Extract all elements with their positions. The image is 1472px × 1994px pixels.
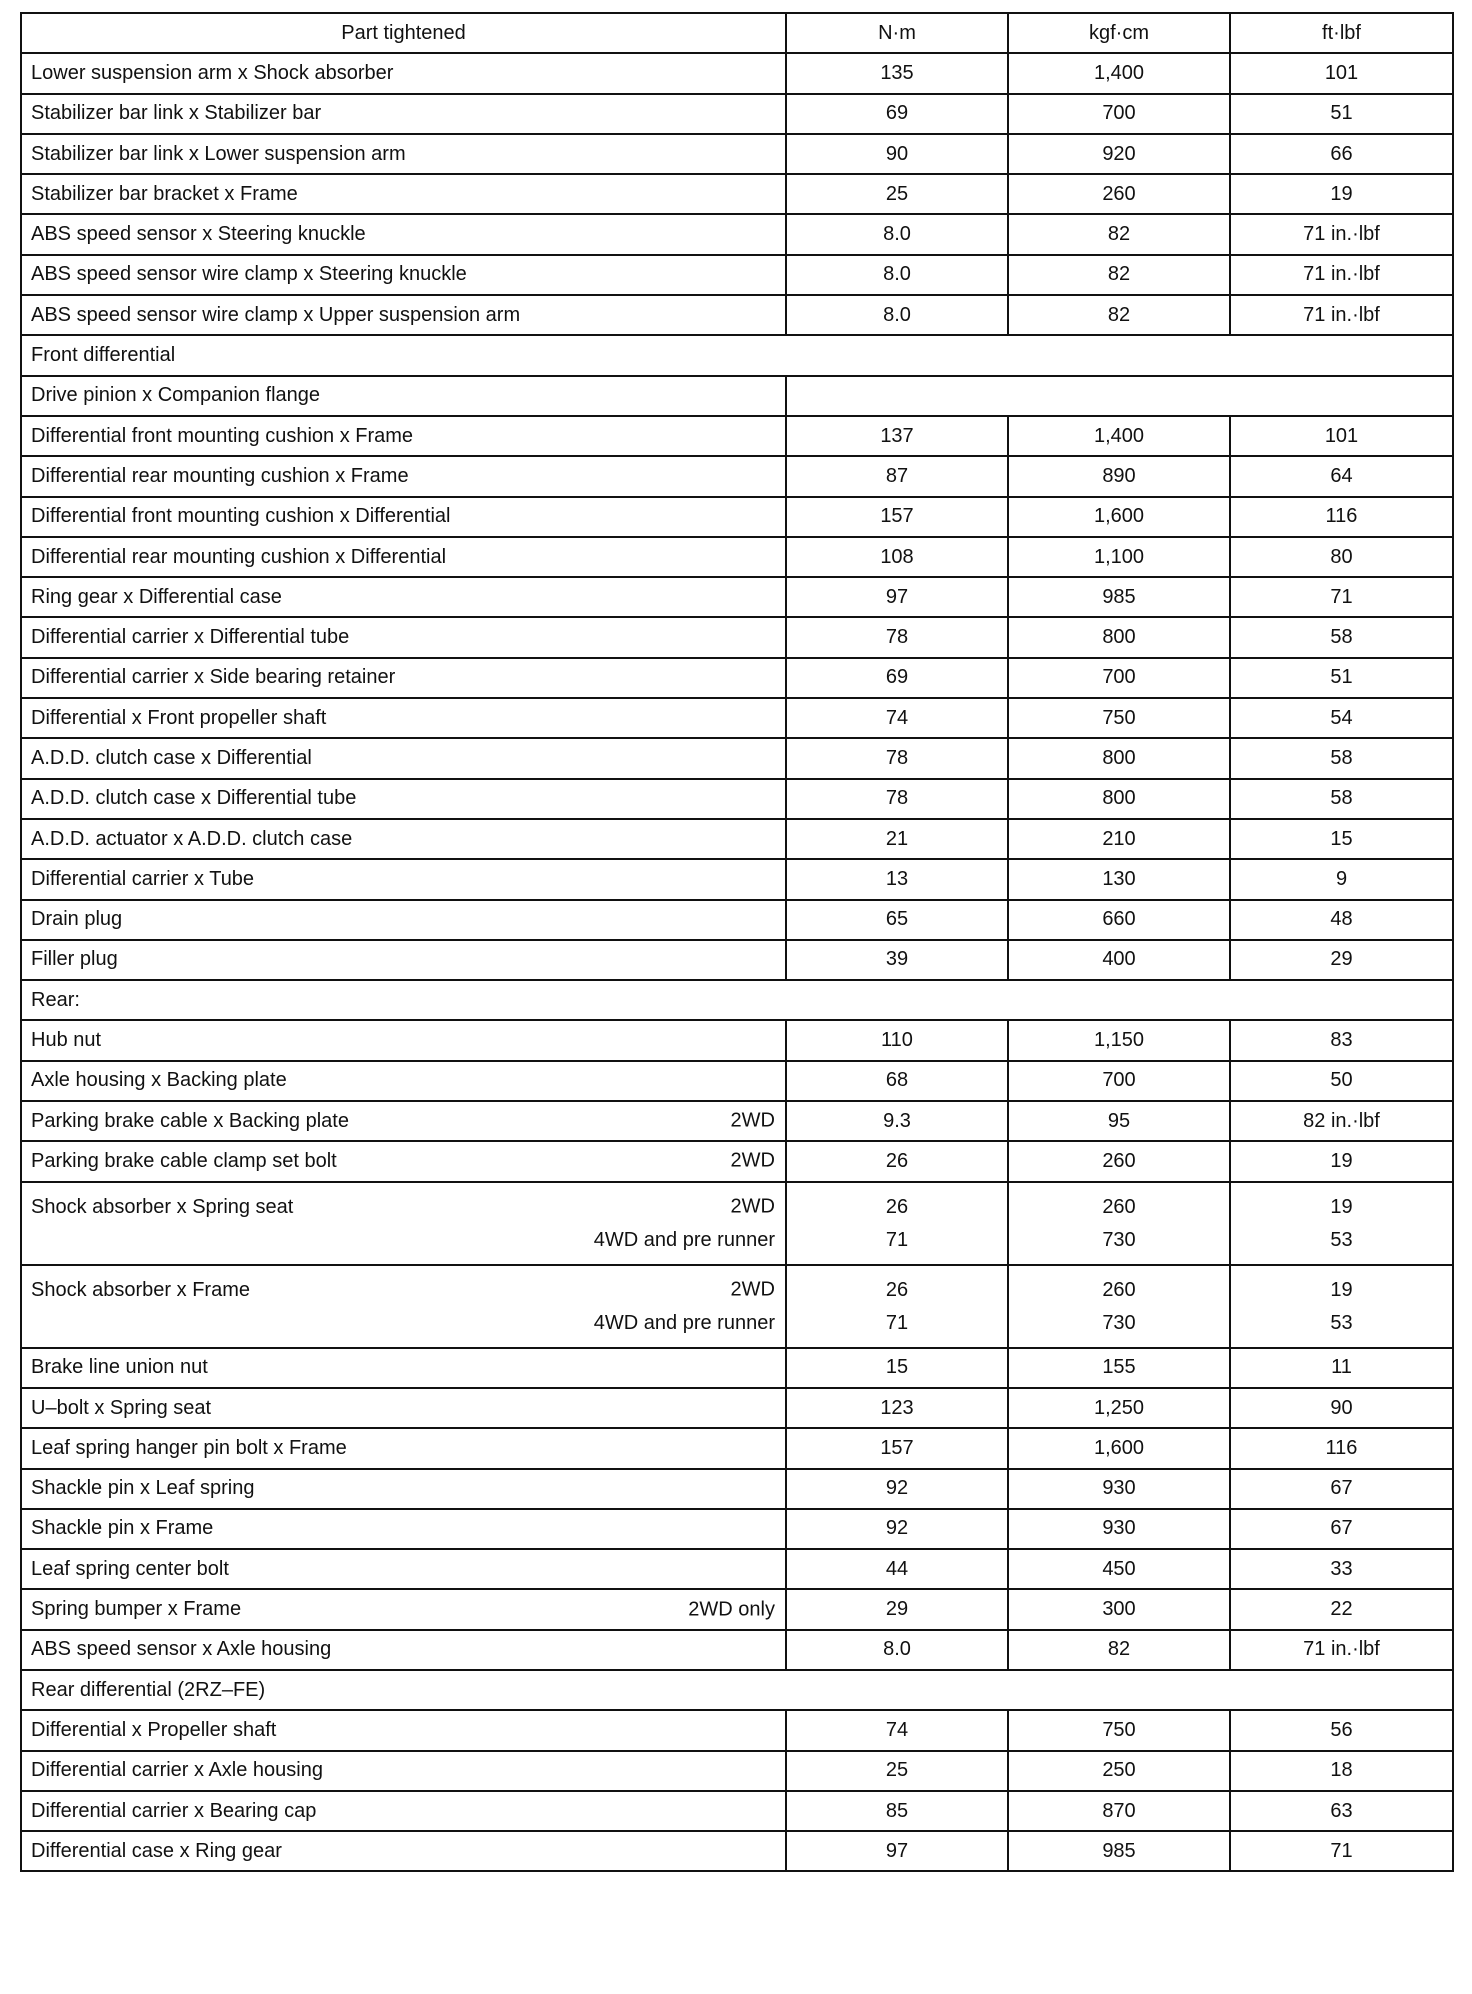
ft-lbf-value-2: 53 [1330, 1311, 1353, 1334]
part-cell [21, 1710, 786, 1750]
part-name: Leaf spring center bolt [31, 1557, 229, 1580]
part-name: Parking brake cable x Backing plate [31, 1109, 349, 1132]
nm-value: 25 [786, 1751, 1008, 1791]
part-cell [21, 416, 786, 456]
nm-value: 87 [786, 456, 1008, 496]
nm-value-2: 71 [885, 1228, 909, 1251]
ft-lbf-value-cell [1230, 1182, 1453, 1265]
part-cell [21, 859, 786, 899]
ft-lbf-value: 9 [1230, 859, 1453, 899]
kgf-cm-value: 750 [1008, 698, 1230, 738]
table-row [21, 1710, 1453, 1750]
part-name: A.D.D. clutch case x Differential tube [31, 787, 357, 810]
nm-value: 137 [786, 416, 1008, 456]
ft-lbf-value: 101 [1230, 53, 1453, 93]
part-name: Differential carrier x Bearing cap [31, 1799, 317, 1822]
table-row [21, 1061, 1453, 1101]
nm-value: 92 [786, 1469, 1008, 1509]
ft-lbf-value: 82 in.·lbf [1230, 1101, 1453, 1141]
nm-value: 15 [786, 1348, 1008, 1388]
table-row [21, 658, 1453, 698]
table-row [21, 1831, 1453, 1871]
variant-note-2: 4WD and pre runner [593, 1311, 775, 1334]
table-row [21, 1589, 1453, 1629]
nm-value-cell [786, 1265, 1008, 1348]
part-cell [21, 1141, 786, 1181]
kgf-cm-value: 82 [1008, 1630, 1230, 1670]
part-line [31, 1274, 775, 1307]
kgf-cm-value-cell [1008, 1182, 1230, 1265]
ft-lbf-value: 64 [1230, 456, 1453, 496]
table-row [21, 1141, 1453, 1181]
kgf-cm-value: 930 [1008, 1509, 1230, 1549]
part-cell [21, 134, 786, 174]
nm-value: 65 [786, 900, 1008, 940]
ft-lbf-value-2: 53 [1330, 1228, 1353, 1251]
nm-value: 9.3 [786, 1101, 1008, 1141]
table-row [21, 1388, 1453, 1428]
subsection-row [21, 376, 1453, 416]
part-name: Stabilizer bar link x Stabilizer bar [31, 102, 322, 125]
nm-value: 74 [786, 1710, 1008, 1750]
ft-lbf-value: 22 [1230, 1589, 1453, 1629]
ft-lbf-value-cell [1230, 1265, 1453, 1348]
part-name: Differential rear mounting cushion x Differential [31, 545, 447, 568]
kgf-cm-value: 700 [1008, 1061, 1230, 1101]
part-cell [21, 1589, 786, 1629]
part-cell [21, 1101, 786, 1141]
ft-lbf-value: 83 [1230, 1020, 1453, 1060]
section-row [21, 980, 1453, 1020]
part-name: Differential rear mounting cushion x Frame [31, 464, 409, 487]
variant-note: 2WD [730, 1195, 775, 1218]
table-row [21, 738, 1453, 778]
nm-value: 108 [786, 537, 1008, 577]
ft-lbf-value: 19 [1230, 1141, 1453, 1181]
header-kgf-cm: kgf·cm [1008, 13, 1230, 53]
kgf-cm-value: 300 [1008, 1589, 1230, 1629]
ft-lbf-value: 11 [1230, 1348, 1453, 1388]
ft-lbf-value: 101 [1230, 416, 1453, 456]
section-label: Front differential [21, 335, 1453, 375]
ft-lbf-value: 19 [1330, 1278, 1353, 1301]
empty-value-cell [786, 376, 1453, 416]
part-name: Stabilizer bar bracket x Frame [31, 182, 298, 205]
part-cell [21, 174, 786, 214]
ft-lbf-value: 116 [1230, 1428, 1453, 1468]
kgf-cm-value: 155 [1008, 1348, 1230, 1388]
nm-value: 69 [786, 94, 1008, 134]
part-cell [21, 577, 786, 617]
part-cell [21, 255, 786, 295]
ft-lbf-value: 29 [1230, 940, 1453, 980]
kgf-cm-value: 400 [1008, 940, 1230, 980]
part-name: Ring gear x Differential case [31, 585, 282, 608]
table-row [21, 53, 1453, 93]
part-cell [21, 900, 786, 940]
nm-value: 8.0 [786, 295, 1008, 335]
ft-lbf-value: 71 in.·lbf [1230, 295, 1453, 335]
kgf-cm-value: 130 [1008, 859, 1230, 899]
part-cell [21, 1549, 786, 1589]
part-cell [21, 1182, 786, 1265]
nm-value: 135 [786, 53, 1008, 93]
part-name: Differential x Propeller shaft [31, 1718, 277, 1741]
table-row [21, 456, 1453, 496]
part-name: Differential front mounting cushion x Differential [31, 505, 451, 528]
part-name: Differential front mounting cushion x Frame [31, 424, 414, 447]
table-row [21, 1020, 1453, 1060]
table-row [21, 1428, 1453, 1468]
table-row [21, 174, 1453, 214]
kgf-cm-value: 920 [1008, 134, 1230, 174]
ft-lbf-value: 51 [1230, 94, 1453, 134]
nm-value: 8.0 [786, 255, 1008, 295]
table-row [21, 577, 1453, 617]
ft-lbf-value: 71 in.·lbf [1230, 255, 1453, 295]
part-name: A.D.D. actuator x A.D.D. clutch case [31, 827, 353, 850]
part-name: Spring bumper x Frame [31, 1598, 242, 1621]
nm-value: 69 [786, 658, 1008, 698]
nm-value: 21 [786, 819, 1008, 859]
part-name: Filler plug [31, 948, 118, 971]
part-cell [21, 1388, 786, 1428]
variant-note: 2WD [730, 1278, 775, 1301]
nm-value: 110 [786, 1020, 1008, 1060]
nm-value: 74 [786, 698, 1008, 738]
ft-lbf-value: 90 [1230, 1388, 1453, 1428]
part-cell [21, 456, 786, 496]
kgf-cm-value: 985 [1008, 1831, 1230, 1871]
section-label: Rear differential (2RZ–FE) [21, 1670, 1453, 1710]
part-name: ABS speed sensor x Steering knuckle [31, 223, 366, 246]
part-cell [21, 497, 786, 537]
ft-lbf-value: 80 [1230, 537, 1453, 577]
table-row [21, 859, 1453, 899]
table-row [21, 214, 1453, 254]
table-row [21, 1549, 1453, 1589]
ft-lbf-value: 54 [1230, 698, 1453, 738]
part-name: ABS speed sensor x Axle housing [31, 1638, 332, 1661]
part-cell [21, 1061, 786, 1101]
table-row [21, 94, 1453, 134]
part-name: Hub nut [31, 1029, 102, 1052]
part-name: Stabilizer bar link x Lower suspension arm [31, 142, 406, 165]
kgf-cm-value: 660 [1008, 900, 1230, 940]
part-cell [21, 295, 786, 335]
nm-value: 123 [786, 1388, 1008, 1428]
kgf-cm-value: 1,100 [1008, 537, 1230, 577]
ft-lbf-value: 71 [1230, 1831, 1453, 1871]
table-row [21, 617, 1453, 657]
ft-lbf-value: 18 [1230, 1751, 1453, 1791]
part-name: Differential case x Ring gear [31, 1839, 282, 1862]
part-name: Brake line union nut [31, 1356, 208, 1379]
ft-lbf-value: 67 [1230, 1509, 1453, 1549]
part-cell [21, 53, 786, 93]
table-row [21, 255, 1453, 295]
kgf-cm-value: 260 [1008, 1141, 1230, 1181]
ft-lbf-value: 66 [1230, 134, 1453, 174]
nm-value: 78 [786, 779, 1008, 819]
table-row [21, 416, 1453, 456]
ft-lbf-value: 56 [1230, 1710, 1453, 1750]
part-cell [21, 1020, 786, 1060]
table-row [21, 134, 1453, 174]
kgf-cm-value: 1,150 [1008, 1020, 1230, 1060]
kgf-cm-value: 82 [1008, 295, 1230, 335]
part-name: Differential carrier x Side bearing retainer [31, 666, 396, 689]
part-cell [21, 1751, 786, 1791]
table-row [21, 1791, 1453, 1831]
nm-value: 157 [786, 1428, 1008, 1468]
kgf-cm-value: 1,600 [1008, 1428, 1230, 1468]
part-name: A.D.D. clutch case x Differential [31, 746, 312, 769]
kgf-cm-value: 870 [1008, 1791, 1230, 1831]
part-line [31, 1191, 775, 1224]
part-name: Axle housing x Backing plate [31, 1069, 287, 1092]
ft-lbf-value: 50 [1230, 1061, 1453, 1101]
kgf-cm-value: 260 [1008, 174, 1230, 214]
ft-lbf-value: 15 [1230, 819, 1453, 859]
kgf-cm-value: 700 [1008, 658, 1230, 698]
kgf-cm-value-cell [1008, 1265, 1230, 1348]
kgf-cm-value: 82 [1008, 255, 1230, 295]
nm-value: 13 [786, 859, 1008, 899]
nm-value: 8.0 [786, 214, 1008, 254]
kgf-cm-value: 800 [1008, 779, 1230, 819]
table-row [21, 779, 1453, 819]
variant-note: 2WD [730, 1109, 775, 1132]
kgf-cm-value: 930 [1008, 1469, 1230, 1509]
kgf-cm-value: 800 [1008, 617, 1230, 657]
nm-value: 78 [786, 738, 1008, 778]
table-body [21, 53, 1453, 1871]
nm-value: 26 [786, 1141, 1008, 1181]
part-cell [21, 1509, 786, 1549]
table-row [21, 1348, 1453, 1388]
part-name: Shock absorber x Spring seat [31, 1195, 294, 1218]
part-name: ABS speed sensor wire clamp x Upper suspension arm [31, 303, 521, 326]
kgf-cm-value: 260 [1102, 1278, 1136, 1301]
header-part-tightened: Part tightened [21, 13, 786, 53]
nm-value: 97 [786, 577, 1008, 617]
part-name: Shackle pin x Frame [31, 1517, 214, 1540]
part-name: Shock absorber x Frame [31, 1278, 250, 1301]
table-row [21, 497, 1453, 537]
part-cell [21, 738, 786, 778]
part-cell [21, 698, 786, 738]
nm-value: 92 [786, 1509, 1008, 1549]
table-row [21, 940, 1453, 980]
ft-lbf-value: 33 [1230, 1549, 1453, 1589]
kgf-cm-value: 1,400 [1008, 416, 1230, 456]
table-row [21, 1265, 1453, 1348]
nm-value-cell [786, 1182, 1008, 1265]
table-row [21, 1509, 1453, 1549]
variant-note: 2WD [730, 1149, 775, 1172]
table-row [21, 1101, 1453, 1141]
part-name: Differential carrier x Axle housing [31, 1759, 323, 1782]
nm-value: 26 [885, 1195, 909, 1218]
nm-value: 29 [786, 1589, 1008, 1629]
part-cell [21, 617, 786, 657]
table-row [21, 1182, 1453, 1265]
torque-spec-table [20, 12, 1454, 1872]
ft-lbf-value: 71 in.·lbf [1230, 214, 1453, 254]
header-row [21, 13, 1453, 53]
ft-lbf-value: 19 [1230, 174, 1453, 214]
ft-lbf-value: 116 [1230, 497, 1453, 537]
section-row [21, 335, 1453, 375]
table-row [21, 900, 1453, 940]
part-name: Differential x Front propeller shaft [31, 706, 327, 729]
nm-value: 97 [786, 1831, 1008, 1871]
part-cell [21, 1831, 786, 1871]
part-cell [21, 1630, 786, 1670]
ft-lbf-value: 71 [1230, 577, 1453, 617]
header-ft-lbf: ft·lbf [1230, 13, 1453, 53]
kgf-cm-value: 95 [1008, 1101, 1230, 1141]
nm-value: 68 [786, 1061, 1008, 1101]
kgf-cm-value: 800 [1008, 738, 1230, 778]
kgf-cm-value: 985 [1008, 577, 1230, 617]
nm-value-2: 71 [885, 1311, 909, 1334]
kgf-cm-value: 1,400 [1008, 53, 1230, 93]
part-cell [21, 94, 786, 134]
part-name: Parking brake cable clamp set bolt [31, 1149, 337, 1172]
nm-value: 78 [786, 617, 1008, 657]
variant-note: 2WD only [688, 1598, 775, 1621]
part-name: Differential carrier x Tube [31, 867, 255, 890]
part-name: Shackle pin x Leaf spring [31, 1477, 255, 1500]
part-cell [21, 1791, 786, 1831]
section-label: Rear: [21, 980, 1453, 1020]
part-cell [21, 940, 786, 980]
ft-lbf-value: 19 [1330, 1195, 1353, 1218]
part-name: Drain plug [31, 908, 123, 931]
kgf-cm-value: 890 [1008, 456, 1230, 496]
part-cell [21, 819, 786, 859]
kgf-cm-value: 700 [1008, 94, 1230, 134]
kgf-cm-value-2: 730 [1102, 1228, 1136, 1251]
nm-value: 44 [786, 1549, 1008, 1589]
section-row [21, 1670, 1453, 1710]
ft-lbf-value: 58 [1230, 617, 1453, 657]
part-cell [21, 214, 786, 254]
nm-value: 90 [786, 134, 1008, 174]
ft-lbf-value: 58 [1230, 738, 1453, 778]
part-cell [21, 1348, 786, 1388]
part-name: Lower suspension arm x Shock absorber [31, 61, 394, 84]
ft-lbf-value: 48 [1230, 900, 1453, 940]
part-cell [21, 1265, 786, 1348]
nm-value: 26 [885, 1278, 909, 1301]
kgf-cm-value: 250 [1008, 1751, 1230, 1791]
table-row [21, 819, 1453, 859]
ft-lbf-value: 51 [1230, 658, 1453, 698]
kgf-cm-value: 82 [1008, 214, 1230, 254]
header-nm: N·m [786, 13, 1008, 53]
part-cell [21, 537, 786, 577]
nm-value: 8.0 [786, 1630, 1008, 1670]
nm-value: 39 [786, 940, 1008, 980]
ft-lbf-value: 58 [1230, 779, 1453, 819]
part-cell [21, 1428, 786, 1468]
nm-value: 85 [786, 1791, 1008, 1831]
part-name: Differential carrier x Differential tube [31, 626, 350, 649]
table-row [21, 537, 1453, 577]
part-name: Leaf spring hanger pin bolt x Frame [31, 1436, 347, 1459]
ft-lbf-value: 71 in.·lbf [1230, 1630, 1453, 1670]
kgf-cm-value: 210 [1008, 819, 1230, 859]
table-row [21, 1751, 1453, 1791]
kgf-cm-value: 750 [1008, 1710, 1230, 1750]
part-cell [21, 779, 786, 819]
ft-lbf-value: 67 [1230, 1469, 1453, 1509]
table-row [21, 295, 1453, 335]
part-name: U–bolt x Spring seat [31, 1396, 212, 1419]
part-cell [21, 658, 786, 698]
table-row [21, 1469, 1453, 1509]
ft-lbf-value: 63 [1230, 1791, 1453, 1831]
kgf-cm-value: 450 [1008, 1549, 1230, 1589]
part-cell [21, 1469, 786, 1509]
subsection-label: Drive pinion x Companion flange [21, 376, 786, 416]
kgf-cm-value: 260 [1102, 1195, 1136, 1218]
kgf-cm-value-2: 730 [1102, 1311, 1136, 1334]
table-row [21, 698, 1453, 738]
kgf-cm-value: 1,600 [1008, 497, 1230, 537]
table-row [21, 1630, 1453, 1670]
part-name: ABS speed sensor wire clamp x Steering knuckle [31, 263, 467, 286]
variant-note-2: 4WD and pre runner [593, 1228, 775, 1251]
kgf-cm-value: 1,250 [1008, 1388, 1230, 1428]
nm-value: 157 [786, 497, 1008, 537]
nm-value: 25 [786, 174, 1008, 214]
